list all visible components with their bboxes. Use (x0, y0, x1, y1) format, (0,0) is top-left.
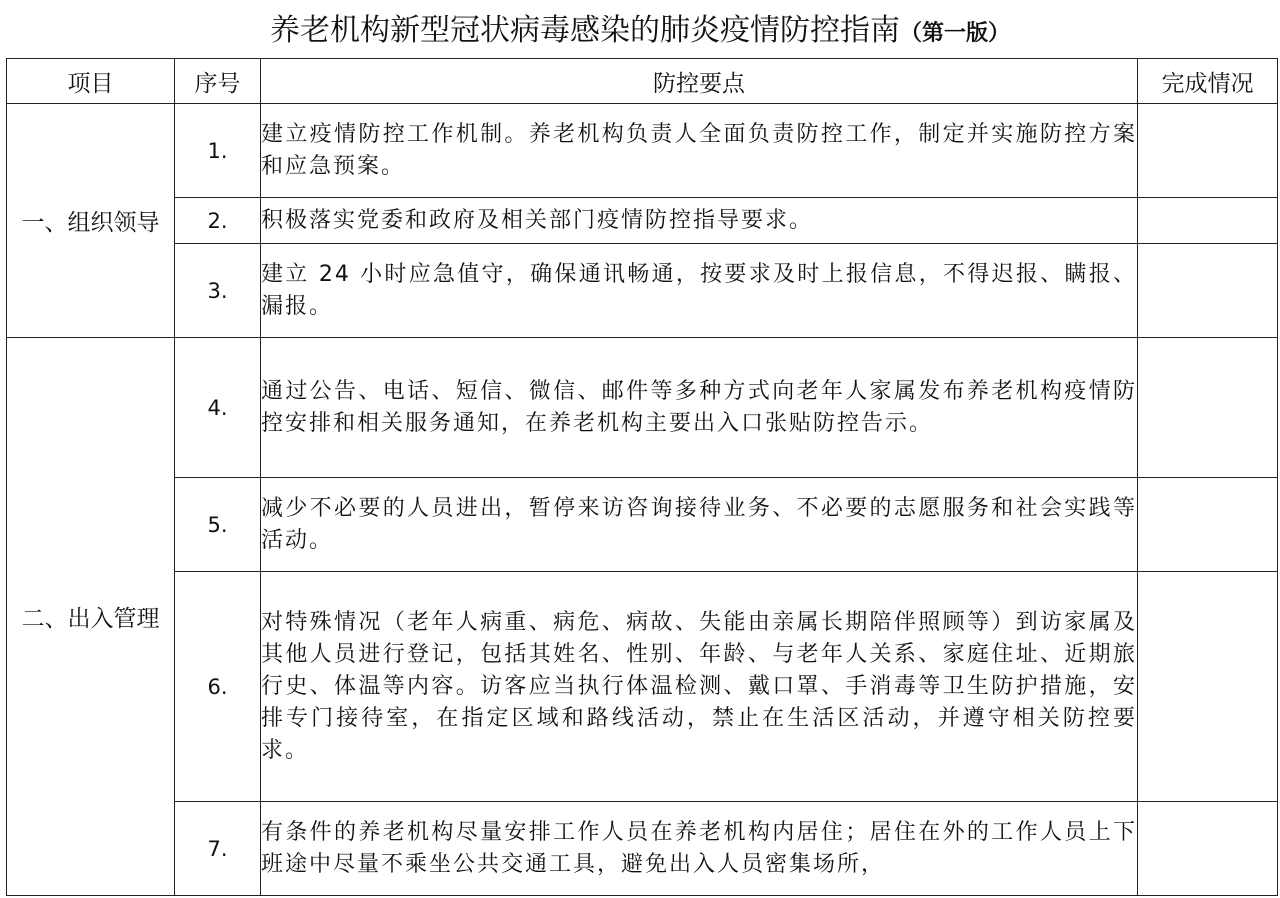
table-row (7, 572, 1278, 802)
title-main: 养老机构新型冠状病毒感染的肺炎疫情防控指南 (269, 13, 900, 48)
row-number: 6. (175, 572, 261, 802)
row-point-text: 建立疫情防控工作机制。养老机构负责人全面负责防控工作，制定并实施防控方案和应急预案。 (261, 104, 1138, 198)
row-status (1138, 244, 1278, 338)
title-version: （第一版） (899, 21, 1010, 46)
table-row (7, 478, 1278, 572)
category-cell-organization: 一、组织领导 (7, 104, 175, 338)
row-point-text: 减少不必要的人员进出，暂停来访咨询接待业务、不必要的志愿服务和社会实践等活动。 (261, 478, 1138, 572)
table-row (7, 338, 1278, 478)
row-status (1138, 478, 1278, 572)
guideline-table (6, 58, 1278, 896)
table-header-row (7, 59, 1278, 104)
row-status (1138, 338, 1278, 478)
row-number: 4. (175, 338, 261, 478)
row-status (1138, 104, 1278, 198)
category-cell-access: 二、出入管理 (7, 338, 175, 896)
row-point-text: 有条件的养老机构尽量安排工作人员在养老机构内居住；居住在外的工作人员上下班途中尽量不乘坐公共交通工具，避免出入人员密集场所， (261, 802, 1138, 896)
row-status (1138, 802, 1278, 896)
row-number: 2. (175, 198, 261, 244)
row-number: 5. (175, 478, 261, 572)
row-point-text: 通过公告、电话、短信、微信、邮件等多种方式向老年人家属发布养老机构疫情防控安排和相关服务通知，在养老机构主要出入口张贴防控告示。 (261, 338, 1138, 478)
row-point-text: 建立 24 小时应急值守，确保通讯畅通，按要求及时上报信息，不得迟报、瞒报、漏报。 (261, 244, 1138, 338)
row-point-text: 积极落实党委和政府及相关部门疫情防控指导要求。 (261, 198, 1138, 244)
header-category: 项目 (7, 59, 175, 104)
row-number: 3. (175, 244, 261, 338)
header-status: 完成情况 (1138, 59, 1278, 104)
table-row (7, 198, 1278, 244)
document-title (0, 6, 1280, 56)
row-number: 7. (175, 802, 261, 896)
header-number: 序号 (175, 59, 261, 104)
table-row (7, 244, 1278, 338)
row-number: 1. (175, 104, 261, 198)
header-points: 防控要点 (261, 59, 1138, 104)
row-point-text: 对特殊情况（老年人病重、病危、病故、失能由亲属长期陪伴照顾等）到访家属及其他人员进行登记，包括其姓名、性别、年龄、与老年人关系、家庭住址、近期旅行史、体温等内容。访客应当执行体温检测、戴口罩、手消毒等卫生防护措施，安排专门接待室，在指定区域和路线活动，禁止在生活区活动，并遵守相关防控要求。 (261, 572, 1138, 802)
table-row (7, 802, 1278, 896)
table-row (7, 104, 1278, 198)
row-status (1138, 198, 1278, 244)
row-status (1138, 572, 1278, 802)
